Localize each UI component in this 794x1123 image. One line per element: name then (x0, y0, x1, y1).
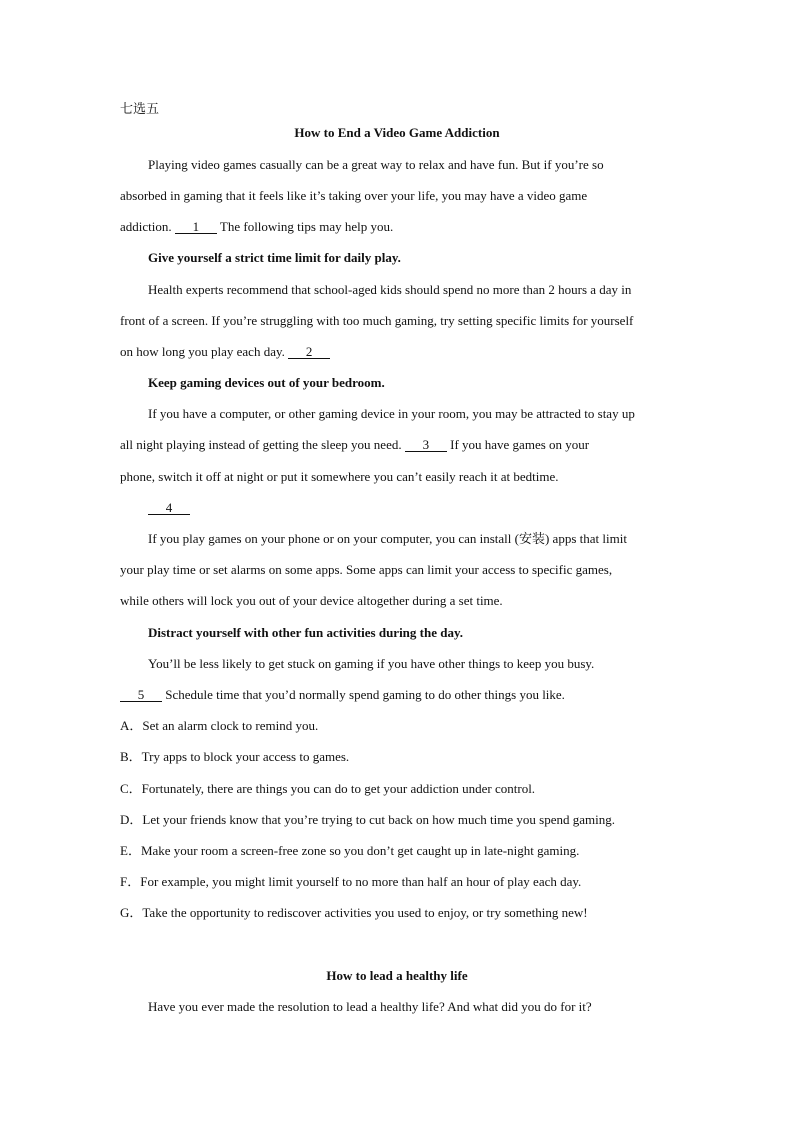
paragraph-line: If you play games on your phone or on your computer, you can install (安装) apps that limit (148, 531, 627, 546)
option-item (120, 874, 581, 890)
option-letter: C． (120, 781, 142, 796)
passage-title: How to lead a healthy life (326, 968, 468, 983)
option-letter: B． (120, 749, 142, 764)
paragraph-line (120, 219, 393, 235)
option-item (120, 905, 588, 921)
paragraph-line: Playing video games casually can be a great way to relax and have fun. But if you’re so (148, 157, 604, 172)
section-heading: Keep gaming devices out of your bedroom. (148, 375, 385, 390)
paragraph-line: You’ll be less likely to get stuck on gaming if you have other things to keep you busy. (148, 656, 595, 671)
option-letter: G． (120, 905, 143, 920)
option-text: Take the opportunity to rediscover activities you used to enjoy, or try something new! (142, 905, 588, 920)
text-fragment: The following tips may help you. (219, 219, 394, 234)
text-fragment: addiction. (120, 219, 172, 234)
option-item (120, 781, 535, 797)
paragraph-line: Have you ever made the resolution to lead a healthy life? And what did you do for it? (148, 999, 592, 1014)
answer-blank-5[interactable]: 5 (120, 688, 162, 702)
option-text: Fortunately, there are things you can do to get your addiction under control. (141, 781, 536, 796)
paragraph-line: your play time or set alarms on some apps. Some apps can limit your access to specific games, (120, 562, 613, 577)
text-fragment: on how long you play each day. (120, 344, 285, 359)
option-letter: D． (120, 812, 143, 827)
option-item (120, 718, 318, 734)
answer-blank-4[interactable]: 4 (148, 501, 190, 515)
option-text: Set an alarm clock to remind you. (142, 718, 319, 733)
paragraph-line (120, 687, 565, 703)
option-letter: A． (120, 718, 143, 733)
text-fragment: all night playing instead of getting the sleep you need. (120, 437, 402, 452)
paragraph-line: phone, switch it off at night or put it somewhere you can’t easily reach it at bedtime. (120, 469, 559, 484)
option-text: Try apps to block your access to games. (141, 749, 350, 764)
paragraph-line: Health experts recommend that school-aged kids should spend no more than 2 hours a day in (148, 282, 632, 297)
passage-title: How to End a Video Game Addiction (294, 125, 500, 140)
text-fragment: Schedule time that you’d normally spend gaming to do other things you like. (165, 687, 565, 702)
option-letter: E． (120, 843, 141, 858)
option-item (120, 749, 349, 765)
paragraph-line: front of a screen. If you’re struggling with too much gaming, try setting specific limits for yourself (120, 313, 634, 328)
section-heading: Give yourself a strict time limit for daily play. (148, 250, 401, 265)
option-text: Let your friends know that you’re trying to cut back on how much time you spend gaming. (142, 812, 615, 827)
answer-blank-2[interactable]: 2 (288, 345, 330, 359)
answer-blank-3[interactable]: 3 (405, 438, 447, 452)
paragraph-line: If you have a computer, or other gaming device in your room, you may be attracted to stay up (148, 406, 635, 421)
option-item (120, 843, 579, 859)
paragraph-line (120, 344, 330, 360)
option-text: For example, you might limit yourself to no more than half an hour of play each day. (140, 874, 582, 889)
text-fragment: If you have games on your (450, 437, 590, 452)
paragraph-line: absorbed in gaming that it feels like it’s taking over your life, you may have a video game (120, 188, 588, 203)
paragraph-line (120, 437, 589, 453)
option-item (120, 812, 615, 828)
section-heading (148, 500, 190, 516)
section-heading: Distract yourself with other fun activities during the day. (148, 625, 463, 640)
section-label: 七选五 (120, 101, 160, 116)
option-text: Make your room a screen-free zone so you don’t get caught up in late-night gaming. (140, 843, 580, 858)
answer-blank-1[interactable]: 1 (175, 220, 217, 234)
paragraph-line: while others will lock you out of your device altogether during a set time. (120, 593, 503, 608)
option-letter: F． (120, 874, 141, 889)
